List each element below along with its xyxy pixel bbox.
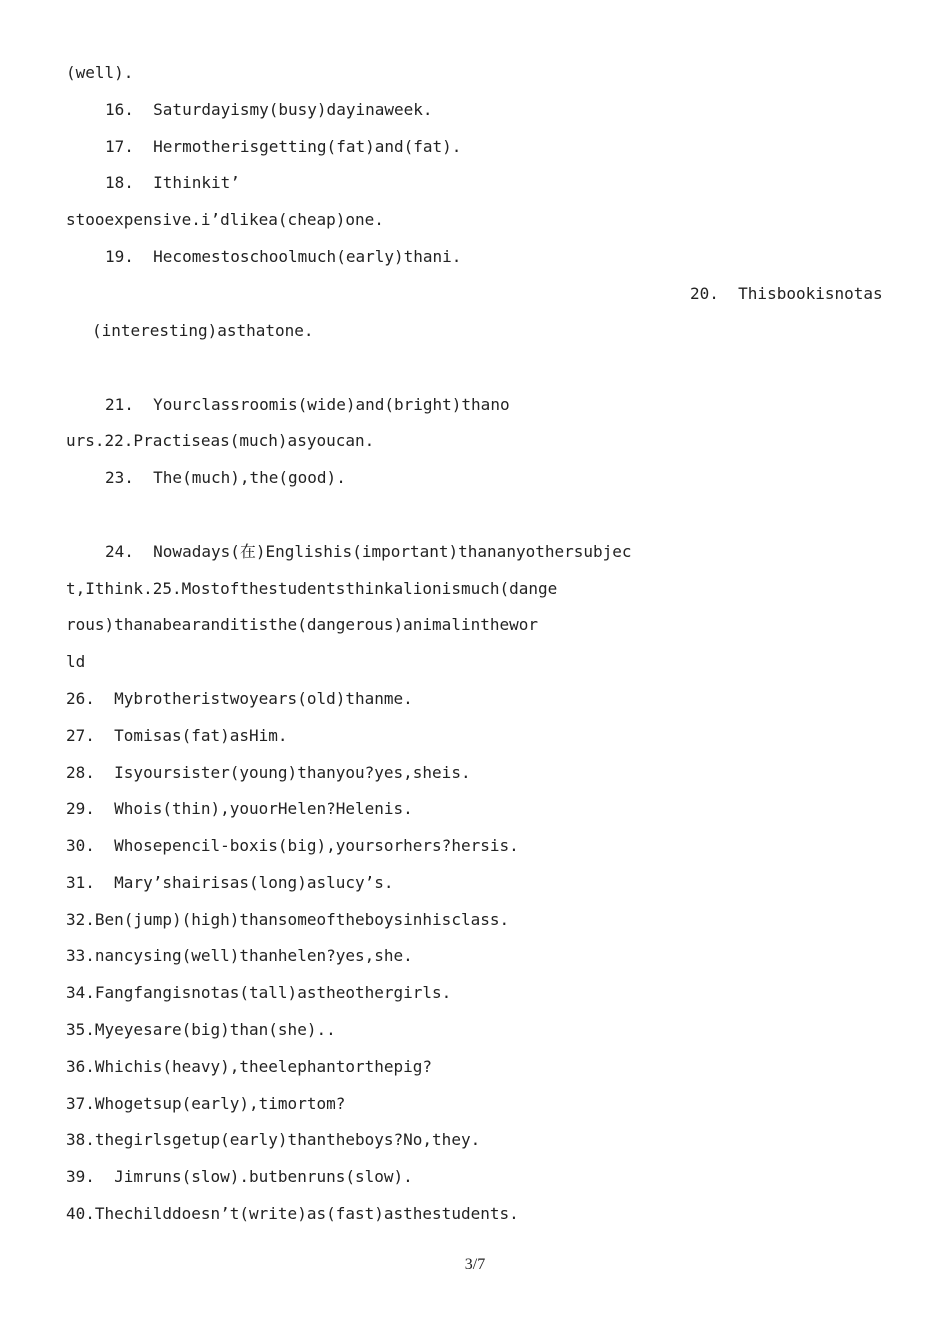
text-line: 40.Thechilddoesn’t(write)as(fast)asthestudents.	[66, 1204, 519, 1223]
text-line: 18. Ithinkit’	[105, 173, 240, 192]
text-line: 33.nancysing(well)thanhelen?yes,she.	[66, 946, 413, 965]
text-line: rous)thanabearanditisthe(dangerous)animalinthewor	[66, 615, 539, 634]
text-line: stooexpensive.i’dlikea(cheap)one.	[66, 210, 384, 229]
text-line: t,Ithink.25.Mostofthestudentsthinkalionismuch(dange	[66, 579, 558, 598]
text-line: (interesting)asthatone.	[92, 321, 314, 340]
text-line: 30. Whosepencil-boxis(big),yoursorhers?hersis.	[66, 836, 519, 855]
text-line: urs.22.Practiseas(much)asyoucan.	[66, 431, 375, 450]
text-line: ld	[66, 652, 86, 671]
text-line: 28. Isyoursister(young)thanyou?yes,sheis.	[66, 763, 471, 782]
text-line: 16. Saturdayismy(busy)dayinaweek.	[105, 100, 433, 119]
text-line: 26. Mybrotheristwoyears(old)thanme.	[66, 689, 413, 708]
text-line: 31. Mary’shairisas(long)aslucy’s.	[66, 873, 394, 892]
text-line: 23. The(much),the(good).	[105, 468, 346, 487]
text-line: (well).	[66, 63, 134, 82]
text-line: 24. Nowadays(在)Englishis(important)thananyothersubjec	[105, 542, 632, 561]
text-line: 38.thegirlsgetup(early)thantheboys?No,they.	[66, 1130, 481, 1149]
text-line: 35.Myeyesare(big)than(she)..	[66, 1020, 336, 1039]
text-line: 36.Whichis(heavy),theelephantorthepig?	[66, 1057, 433, 1076]
text-line: 32.Ben(jump)(high)thansomeoftheboysinhisclass.	[66, 910, 510, 929]
text-line: 19. Hecomestoschoolmuch(early)thani.	[105, 247, 462, 266]
text-line: 17. Hermotherisgetting(fat)and(fat).	[105, 137, 462, 156]
text-line: 37.Whogetsup(early),timortom?	[66, 1094, 346, 1113]
text-line: 34.Fangfangisnotas(tall)astheothergirls.	[66, 983, 452, 1002]
text-line: 27. Tomisas(fat)asHim.	[66, 726, 288, 745]
text-line: 20. Thisbookisnotas	[690, 284, 883, 303]
text-line: 39. Jimruns(slow).butbenruns(slow).	[66, 1167, 413, 1186]
text-line: 29. Whois(thin),youorHelen?Helenis.	[66, 799, 413, 818]
text-line: 21. Yourclassroomis(wide)and(bright)thano	[105, 395, 510, 414]
page-number: 3/7	[464, 1256, 486, 1273]
